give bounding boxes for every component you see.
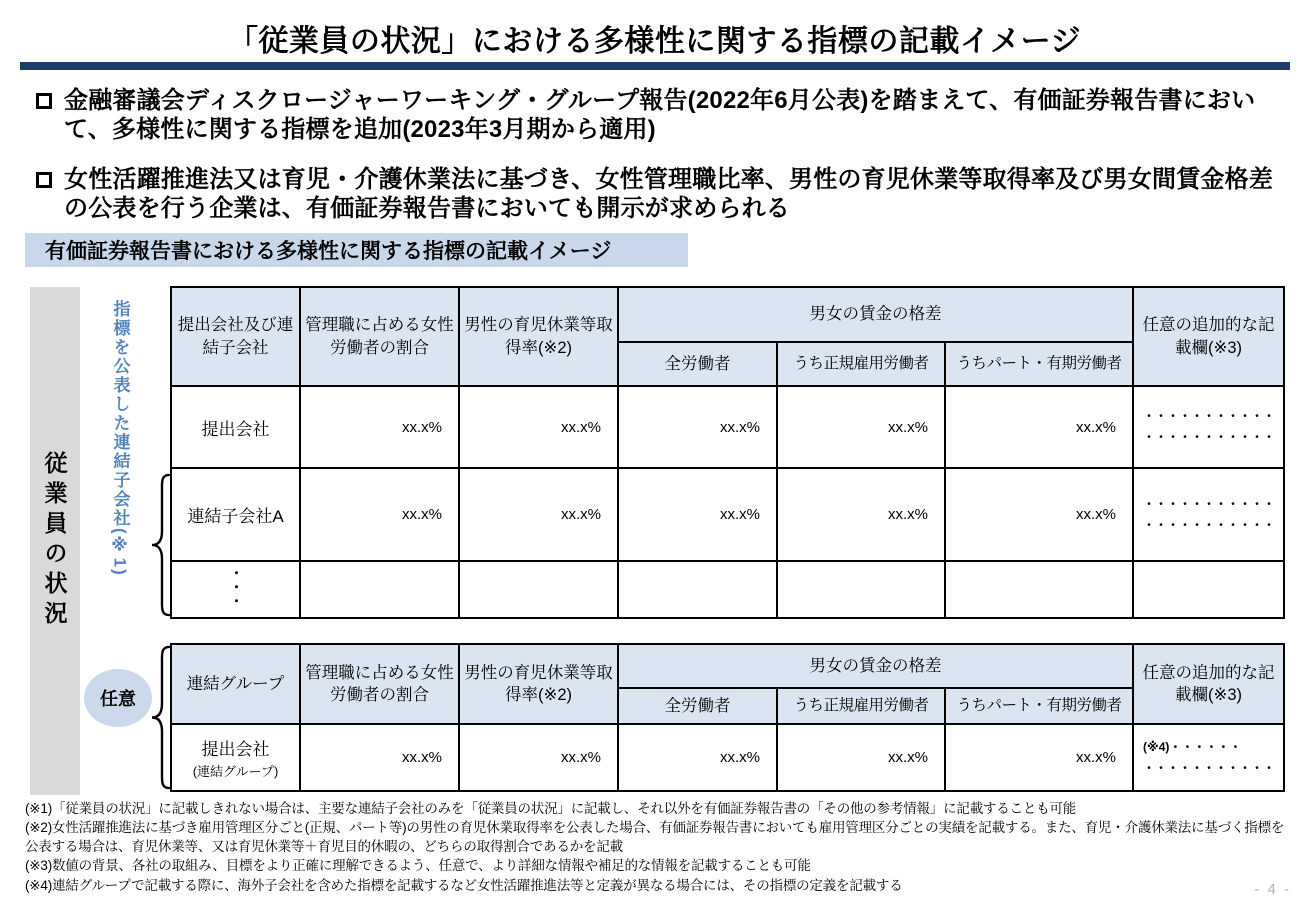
col-header-regular-workers: うち正規雇用労働者 (777, 688, 945, 724)
col-header-parttime-workers: うちパート・有期労働者 (945, 688, 1133, 724)
col-header-male-childcare-leave: 男性の育児休業等取得率(※2) (459, 644, 618, 724)
square-bullet-icon (36, 93, 52, 109)
vertical-ellipsis: ・・・ (228, 566, 243, 608)
col-header-entity: 提出会社及び連結子会社 (171, 287, 300, 386)
metric-value: xx.x% (459, 468, 618, 561)
metric-value: xx.x% (618, 468, 777, 561)
metric-value: xx.x% (945, 468, 1133, 561)
empty-cell (618, 561, 777, 618)
note-cell (1133, 468, 1284, 561)
optional-label: 任意 (100, 689, 136, 709)
empty-cell (945, 561, 1133, 618)
footnote: (※3)数値の背景、各社の取組み、目標をより正確に理解できるよう、任意で、より詳細な情報や補足的な情報を記載することも可能 (25, 858, 811, 874)
bullet-text: 金融審議会ディスクロージャーワーキング・グループ報告(2022年6月公表)を踏まえて、有価証券報告書において、多様性に関する指標を追加(2023年3月期から適用) (64, 87, 1256, 144)
col-header-optional-notes: 任意の追加的な記載欄(※3) (1133, 644, 1284, 724)
col-header-all-workers: 全労働者 (618, 342, 777, 386)
col-header-parttime-workers: うちパート・有期労働者 (945, 342, 1133, 386)
metric-value: xx.x% (777, 724, 945, 791)
section-label: 有価証券報告書における多様性に関する指標の記載イメージ (45, 240, 612, 263)
metric-value: xx.x% (618, 724, 777, 791)
note-cell (1133, 724, 1284, 791)
col-header-wage-gap-group: 男女の賃金の格差 (618, 644, 1133, 688)
page-title: 「従業員の状況」における多様性に関する指標の記載イメージ (227, 25, 1082, 58)
table-row (171, 724, 1284, 791)
table-row (171, 468, 1284, 561)
col-header-entity: 連結グループ (171, 644, 300, 724)
consolidated-group-table (170, 643, 1285, 792)
note-line: ・・・・・・・・・・・ (1143, 409, 1276, 423)
bullet-item (36, 165, 1286, 224)
summary-bullets (36, 86, 1286, 243)
footnote: (※1)「従業員の状況」に記載しきれない場合は、主要な連結子会社のみを「従業員の状況」に記載し、それ以外を有価証券報告書の「その他の参考情報」に記載することも可能 (25, 801, 1077, 816)
row-label (171, 724, 300, 791)
title-underline (20, 62, 1290, 70)
square-bullet-icon (36, 172, 52, 188)
metric-value: xx.x% (300, 724, 459, 791)
empty-cell (459, 561, 618, 618)
table-row (171, 561, 1284, 618)
employee-status-label: 従業員の状況 (41, 451, 68, 631)
footnote: (※4)連結グループで記載する際に、海外子会社を含めた指標を記載するなど女性活躍推進法等と定義が異なる場合には、その指標の定義を記載する (25, 877, 903, 893)
empty-cell (300, 561, 459, 618)
col-header-regular-workers: うち正規雇用労働者 (777, 342, 945, 386)
metric-value: xx.x% (618, 386, 777, 468)
metric-value: xx.x% (459, 386, 618, 468)
col-header-female-managers: 管理職に占める女性労働者の割合 (300, 287, 459, 386)
col-header-all-workers: 全労働者 (618, 688, 777, 724)
metric-value: xx.x% (777, 468, 945, 561)
note-line: (※4)・・・・・・ (1143, 739, 1242, 754)
published-subsidiaries-label: 指標を公表した連結子会社(※1) (110, 300, 130, 577)
note-line: ・・・・・・・・・・・ (1143, 760, 1276, 775)
note-line: ・・・・・・・・・・・ (1143, 496, 1276, 511)
row-label: 提出会社 (171, 386, 300, 468)
footnote: (※2)女性活躍推進法に基づき雇用管理区分ごと(正規、パート等)の男性の育児休業取得率を公表した場合、有価証券報告書においても雇用管理区分ごとの実績を記載する。また、育児・介護休業法に基づく指標を公表する場合は、育児休業等、又は育児休業等＋育児目的休暇の、どちらの取得割合であるかを記載 (25, 820, 1285, 855)
metric-value: xx.x% (300, 468, 459, 561)
note-line: ・・・・・・・・・・・ (1143, 430, 1276, 444)
bullet-item (36, 86, 1286, 145)
row-label-main: 提出会社 (201, 740, 270, 759)
employee-status-sidebar (30, 287, 80, 795)
table-row (171, 386, 1284, 468)
page-number: - 4 - (1254, 881, 1291, 898)
note-line: ・・・・・・・・・・・ (1143, 517, 1276, 532)
col-header-optional-notes: 任意の追加的な記載欄(※3) (1133, 287, 1284, 386)
col-header-wage-gap-group: 男女の賃金の格差 (618, 287, 1133, 342)
metric-value: xx.x% (459, 724, 618, 791)
empty-cell (777, 561, 945, 618)
metric-value: xx.x% (300, 386, 459, 468)
metric-value: xx.x% (945, 724, 1133, 791)
optional-brace-icon (149, 644, 171, 791)
metric-value: xx.x% (777, 386, 945, 468)
row-label (171, 561, 300, 618)
row-label: 連結子会社A (171, 468, 300, 561)
empty-cell (1133, 561, 1284, 618)
section-header-bar (25, 233, 688, 267)
col-header-female-managers: 管理職に占める女性労働者の割合 (300, 644, 459, 724)
indicators-table (170, 286, 1285, 619)
bullet-text: 女性活躍推進法又は育児・介護休業法に基づき、女性管理職比率、男性の育児休業等取得率及び男女間賃金格差の公表を行う企業は、有価証券報告書においても開示が求められる (64, 165, 1274, 222)
optional-badge (84, 669, 152, 727)
note-cell (1133, 386, 1284, 468)
metric-value: xx.x% (945, 386, 1133, 468)
footnotes (25, 799, 1297, 895)
col-header-male-childcare-leave: 男性の育児休業等取得率(※2) (459, 287, 618, 386)
row-label-sub: (連結グループ) (192, 764, 279, 779)
subsidiaries-brace-icon (149, 472, 171, 618)
